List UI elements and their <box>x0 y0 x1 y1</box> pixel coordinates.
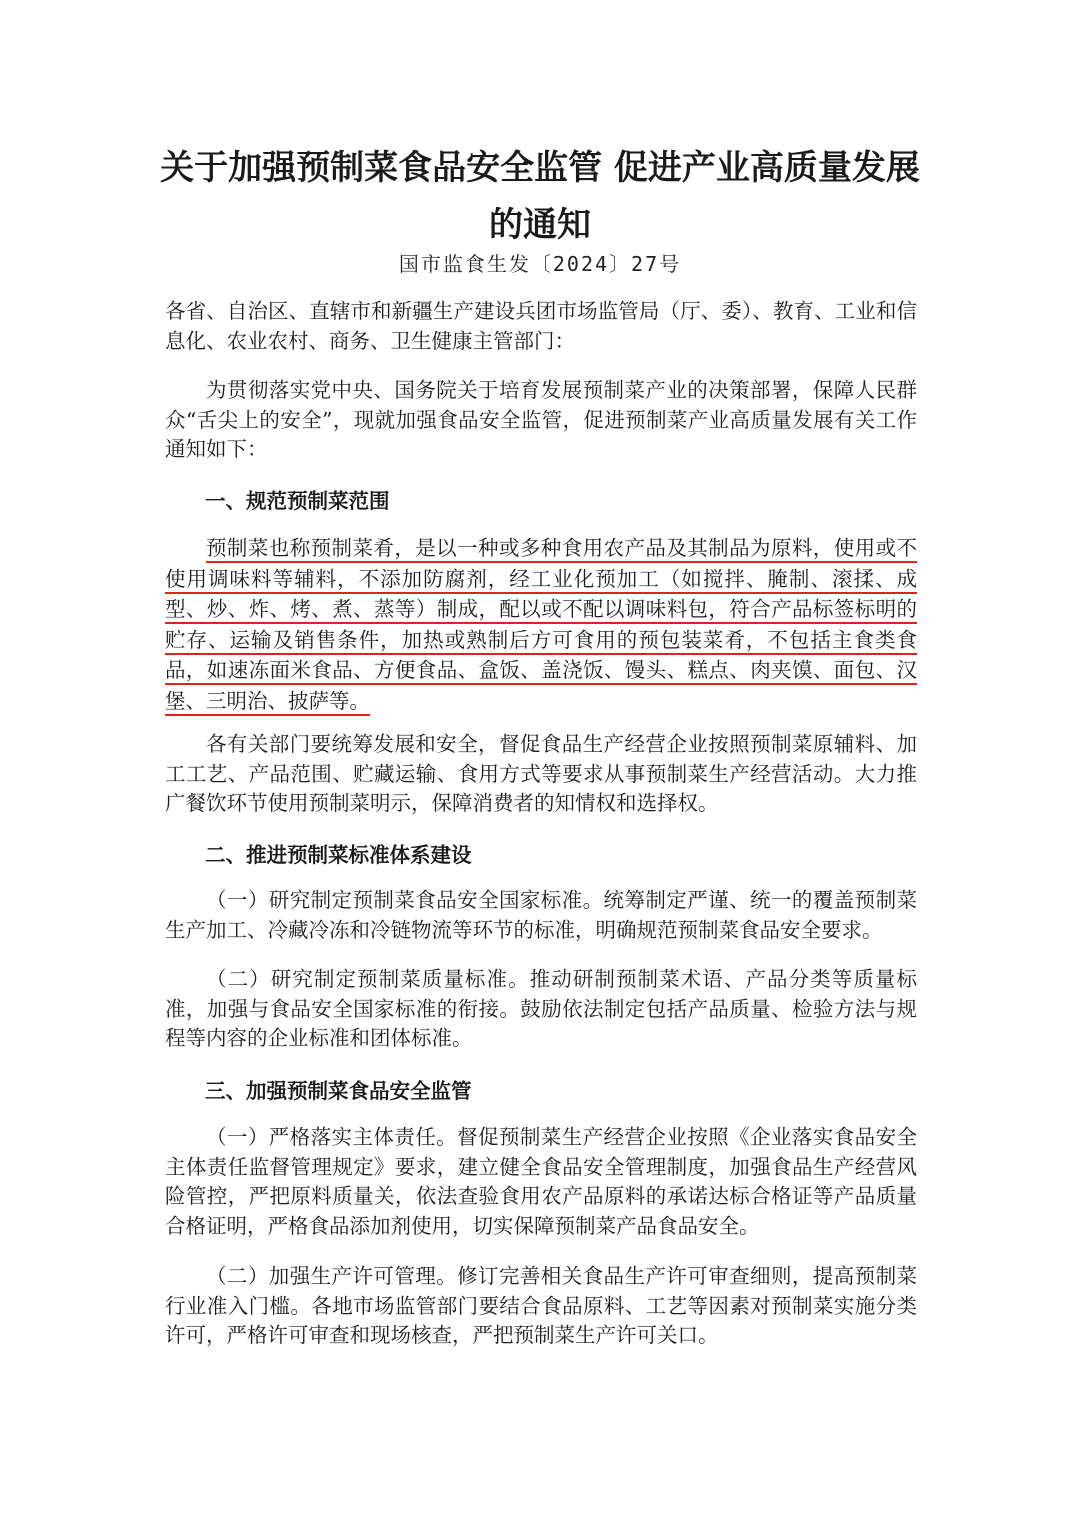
section1-paragraph2: 各有关部门要统筹发展和安全，督促食品生产经营企业按照预制菜原辅料、加工工艺、产品范围、贮藏运输、食用方式等要求从事预制菜生产经营活动。大力推广餐饮环节使用预制菜明示，保障消费者的知情权和选择权。 <box>165 732 917 815</box>
addressees-paragraph: 各省、自治区、直辖市和新疆生产建设兵团市场监管局（厅、委）、教育、工业和信息化、农业农村、商务、卫生健康主管部门： <box>165 299 917 353</box>
section2-item1: （一）研究制定预制菜食品安全国家标准。统筹制定严谨、统一的覆盖预制菜生产加工、冷藏冷冻和冷链物流等环节的标准，明确规范预制菜食品安全要求。 <box>165 888 917 942</box>
section3-heading: 三、加强预制菜食品安全监管 <box>205 1079 472 1103</box>
section3-item2: （二）加强生产许可管理。修订完善相关食品生产许可审查细则，提高预制菜行业准入门槛。各地市场监管部门要结合食品原料、工艺等因素对预制菜实施分类许可，严格许可审查和现场核查，严把预制菜生产许可关口。 <box>165 1264 917 1347</box>
red-underline-highlight: 预制菜也称预制菜肴，是以一种或多种食用农产品及其制品为原料，使用或不使用调味料等辅料，不添加防腐剂，经工业化预加工（如搅拌、腌制、滚揉、成型、炒、炸、烤、煮、蒸等）制成，配以或不配以调味料包，符合产品标签标明的贮存、运输及销售条件，加热或熟制后方可食用的预包装菜肴，不包括主食类食品，如速冻面米食品、方便食品、盒饭、盖浇饭、馒头、糕点、肉夹馍、面包、汉堡、三明治、披萨等。 <box>165 536 917 716</box>
section1-heading: 一、规范预制菜范围 <box>205 489 390 513</box>
intro-paragraph: 为贯彻落实党中央、国务院关于培育发展预制菜产业的决策部署，保障人民群众“舌尖上的安全”，现就加强食品安全监管，促进预制菜产业高质量发展有关工作通知如下： <box>165 378 917 461</box>
section3-item1: （一）严格落实主体责任。督促预制菜生产经营企业按照《企业落实食品安全主体责任监督管理规定》要求，建立健全食品安全管理制度，加强食品生产经营风险管控，严把原料质量关，依法查验食用农产品原料的承诺达标合格证等产品质量合格证明，严格食品添加剂使用，切实保障预制菜产品食品安全。 <box>165 1125 917 1238</box>
section2-item2: （二）研究制定预制菜质量标准。推动研制预制菜术语、产品分类等质量标准，加强与食品安全国家标准的衔接。鼓励依法制定包括产品质量、检验方法与规程等内容的企业标准和团体标准。 <box>165 967 917 1050</box>
document-title-line2: 的通知 <box>489 205 591 245</box>
document-number: 国市监食生发〔2024〕27号 <box>398 252 682 276</box>
section2-heading: 二、推进预制菜标准体系建设 <box>205 843 472 867</box>
document-title-line1: 关于加强预制菜食品安全监管 促进产业高质量发展 <box>160 148 920 188</box>
definition-paragraph <box>165 533 917 716</box>
